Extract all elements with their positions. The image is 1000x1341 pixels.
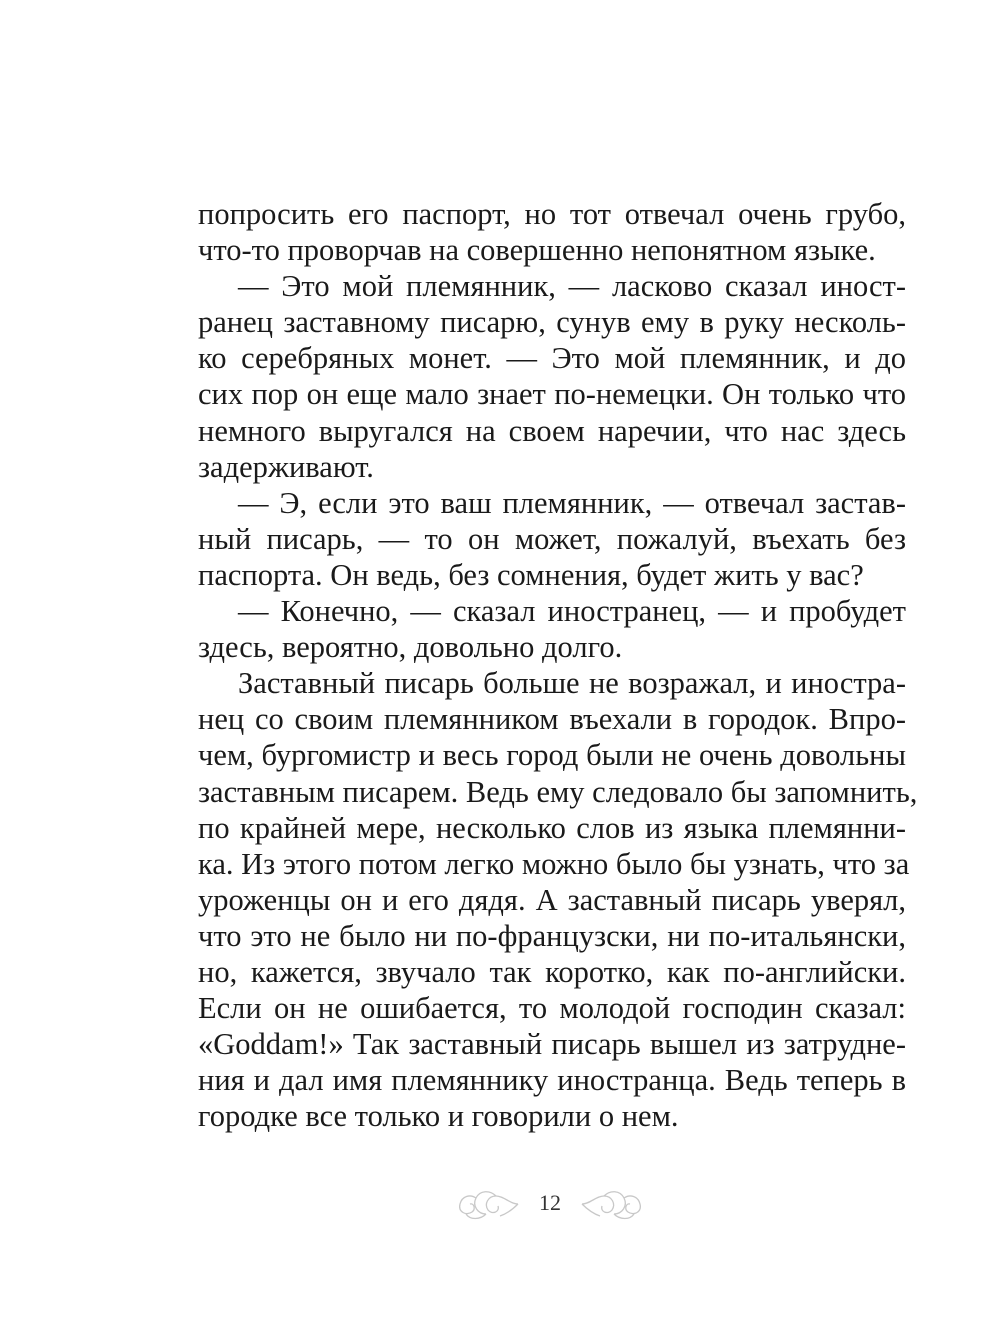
text-line: чем, бургомистр и весь город были не очень довольны bbox=[198, 738, 906, 773]
text-line: Если он не ошибается, то молодой господин сказал: bbox=[198, 991, 906, 1026]
text-line: что-то проворчав на совершенно непонятном языке. bbox=[198, 233, 876, 268]
text-line: уроженцы он и его дядя. А заставный писарь уверял, bbox=[198, 882, 906, 917]
text-line: что это не было ни по-французски, ни по-итальянски, bbox=[198, 918, 906, 953]
text-line: ния и дал имя племяннику иностранца. Ведь теперь в bbox=[198, 1063, 906, 1098]
page-footer bbox=[0, 1180, 1000, 1230]
text-line: ко серебряных монет. — Это мой племянник, и до bbox=[198, 341, 906, 376]
text-line: но, кажется, звучало так коротко, как по-английски. bbox=[198, 954, 906, 989]
text-line: сих пор он еще мало знает по-немецки. Он только что bbox=[198, 377, 906, 412]
text-line: Заставный писарь больше не возражал, и иностра- bbox=[238, 666, 906, 701]
text-line: попросить его паспорт, но тот отвечал очень грубо, bbox=[198, 197, 906, 231]
text-line: — Конечно, — сказал иностранец, — и пробудет bbox=[238, 594, 906, 629]
page-number: 12 bbox=[539, 1190, 561, 1215]
text-line: немного выругался на своем наречии, что нас здесь bbox=[198, 413, 906, 448]
text-line: «Goddam!» Так заставный писарь вышел из затрудне- bbox=[198, 1027, 906, 1062]
text-line: — Это мой племянник, — ласково сказал иност- bbox=[238, 269, 906, 304]
text-line: ранец заставному писарю, сунув ему в руку несколь- bbox=[198, 305, 906, 340]
text-line: — Э, если это ваш племянник, — отвечал застав- bbox=[238, 485, 906, 520]
text-line: нец со своим племянником въехали в городок. Впро- bbox=[198, 702, 906, 737]
text-line: здесь, вероятно, довольно долго. bbox=[198, 630, 623, 665]
text-line: заставным писарем. Ведь ему следовало бы запомнить, bbox=[198, 774, 918, 809]
text-line: ный писарь, — то он может, пожалуй, въехать без bbox=[198, 521, 906, 556]
text-line: задерживают. bbox=[198, 449, 374, 484]
text-line: по крайней мере, несколько слов из языка племянни- bbox=[198, 810, 906, 845]
text-line: паспорта. Он ведь, без сомнения, будет жить у вас? bbox=[198, 557, 864, 592]
body-text bbox=[198, 196, 918, 1134]
text-line: городке все только и говорили о нем. bbox=[198, 1099, 679, 1134]
left-swirl-ornament-icon bbox=[452, 1184, 522, 1224]
text-line: ка. Из этого потом легко можно было бы узнать, что за bbox=[198, 846, 910, 881]
right-swirl-ornament-icon bbox=[578, 1184, 648, 1224]
